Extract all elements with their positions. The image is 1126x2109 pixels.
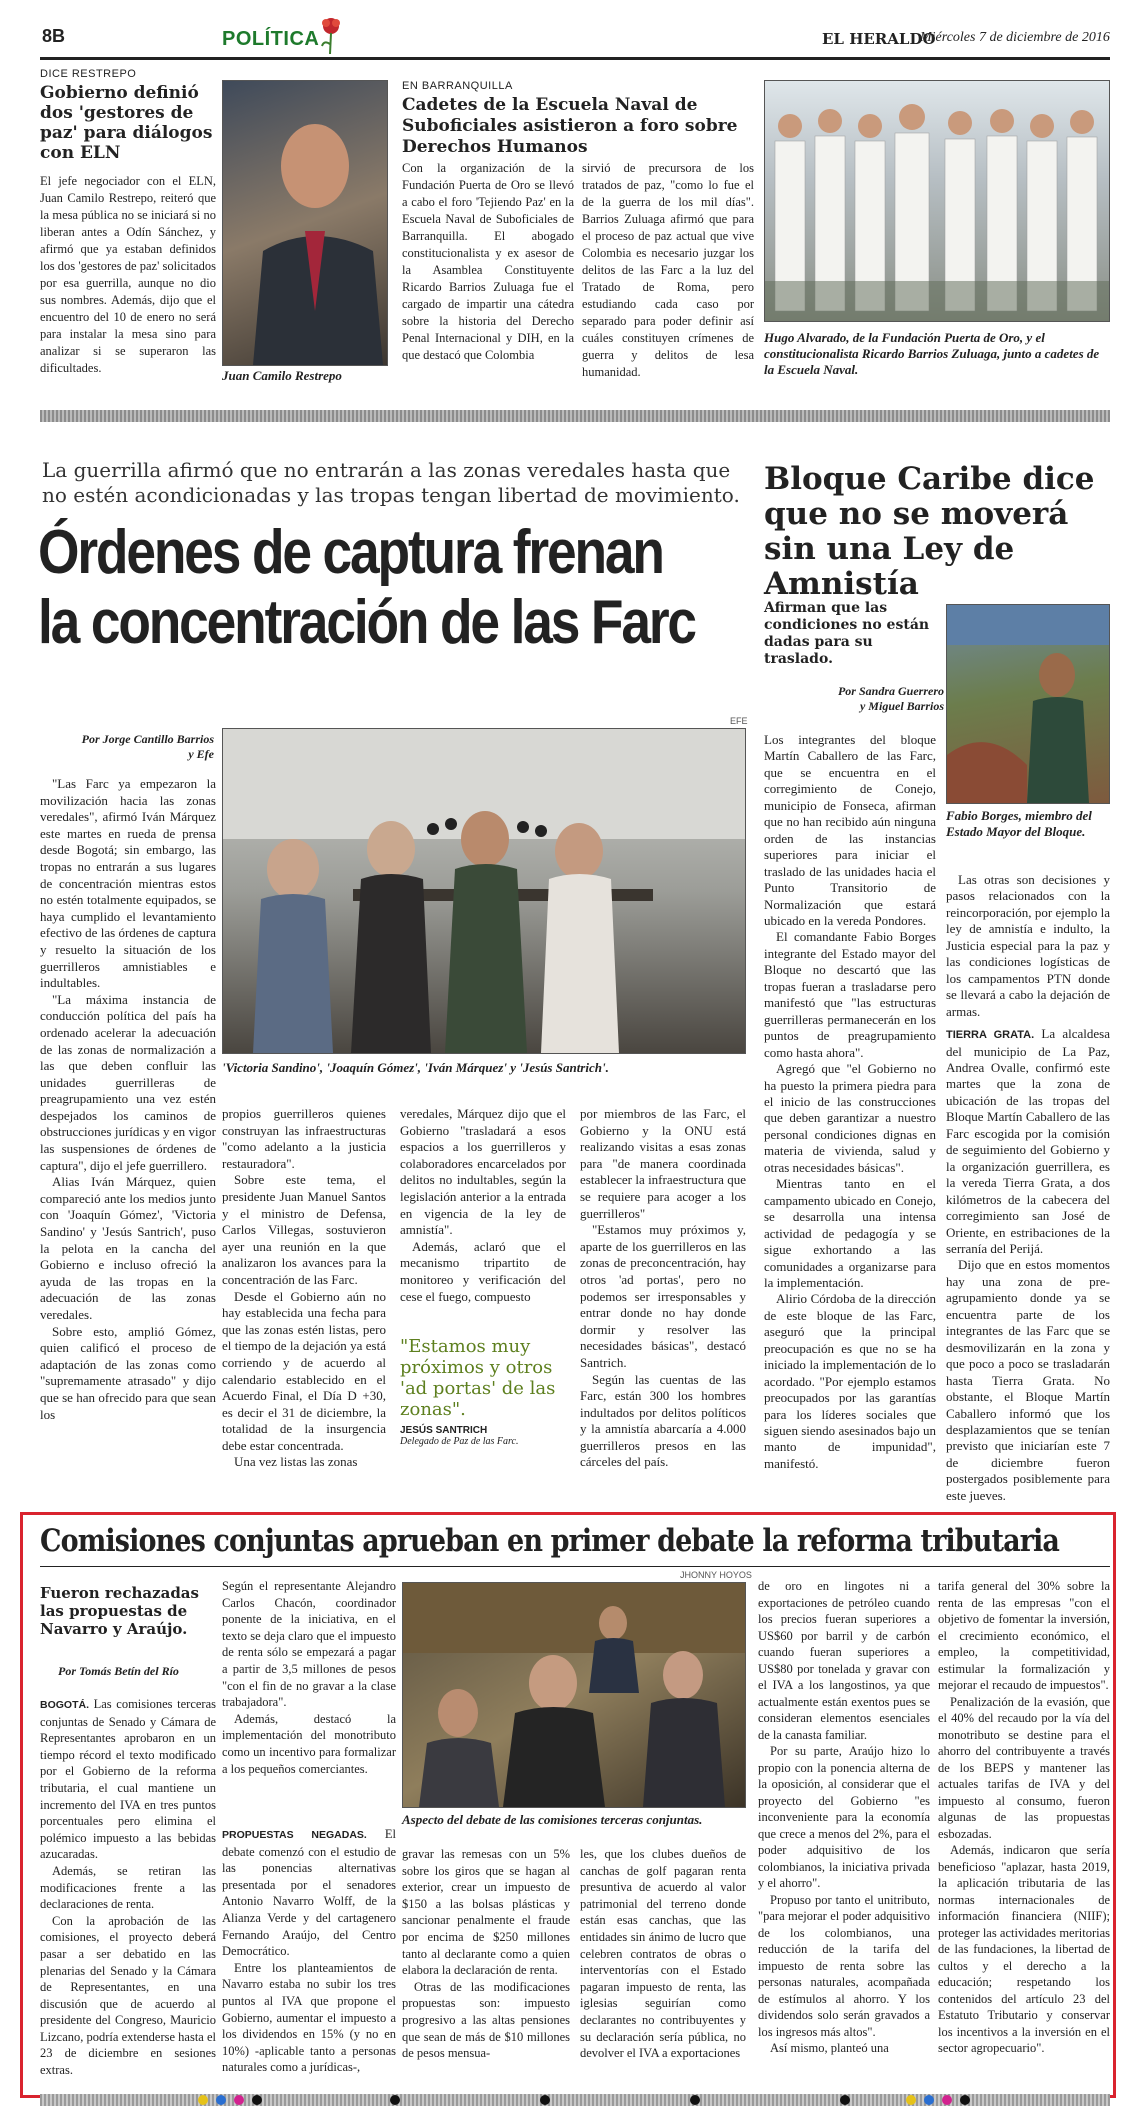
- page-header: [0, 0, 1126, 62]
- registration-dot-icon: [690, 2095, 700, 2105]
- tributaria-column-6: tarifa general del 30% sobre la renta de las empresas "con el objetivo de fomentar la inversión, el crecimiento económico, el empleo, la competitividad, estimular la formalización y mejorar el recaudo de impuestos". Penalización de la evasión, que el 40% del recaudo por la vía del monotributo se destine para el ahorro del contribuyente a través de los BEPS y mantener las actuales tarifas de IVA y del impuesto al consumo, fueron algunas de las propuestas esbozadas. Además, indicaron que sería beneficioso "aplazar, hasta 2019, la aplicación tributaria de las normas internacionales de información financiera (NIIF); proteger las actividades meritorias de las fundaciones, la libertad de cultos y el derecho a la educación; respetando los contenidos del artículo 23 del Estatuto Tributario y conservar los incentivos a la inversión en el sector agropecuario".: [938, 1579, 1110, 2055]
- registration-dot-icon: [924, 2095, 934, 2105]
- quote-text: "Estamos muy próximos y otros 'ad portas' de las zonas".: [400, 1336, 556, 1420]
- registration-dot-icon: [252, 2095, 262, 2105]
- headline-line-2: la concentración de las Farc: [38, 588, 695, 657]
- caribe-column-1: Los integrantes del bloque Martín Caballero de las Farc, que se encuentra en el corregimiento de Conejo, municipio de Fonseca, afirman que no han recibido aún ninguna orden de las instancias superiores para iniciar el traslado de las unidades hacia el Punto Transitorio de Normalización que estará ubicado en la vereda Pondores. El comandante Fabio Borges integrante del Estado mayor del Bloque no descartó que las tropas fueran a trasladarse pero manifestó que "las estructuras guerrilleras permanecerán en los puntos de preagrupamiento como hasta ahora". Agregó que "el Gobierno no ha puesto la primera piedra para el inicio de las construcciones que deben garantizar a nuestro personal condiciones dignas en materia de vivienda, salud y otras necesidades básicas". Mientras tanto en el campamento ubicado en Conejo, se desarrolla una intensa actividad de pedagogía y se sigue exhortando a las comunidades a organizarse para la implementación. Alirio Córdoba de la dirección de este bloque de las Farc, aseguró que la principal preocupación es que no se ha iniciado la implementación de lo acordado. "Por ejemplo estamos preocupados por las garantías para los líderes sociales que siguen siendo asesinados bajo un manto de impunidad", manifestó.: [764, 732, 936, 1471]
- photo-credit: JHONNY HOYOS: [680, 1570, 752, 1580]
- tributaria-column-5: de oro en lingotes ni a exportaciones de petróleo cuando los precios fueran superiores a US$60 por barril y de carbón cuando fueran superiores a US$80 por tonelada y gravar con el IVA a los langostinos, ya que actualmente están exentos pues se consideran elementos esenciales de la canasta familiar. Por su parte, Araújo hizo lo propio con la ponencia alterna de la oposición, al considerar que el proyecto del Gobierno "es inconveniente para la economía que crece a menos del 2%, para el poder adquisitivo de los colombianos, la iniciativa privada y el ahorro". Propuso por tanto el unitributo, "para mejorar el poder adquisitivo de los colombianos, una reducción de la tarifa del impuesto de renta sobre las personas naturales, acompañada de estímulos al ahorro. Y los dividendos solo serán gravados a los ingresos más altos". Así mismo, planteó una: [758, 1579, 930, 2055]
- registration-dot-icon: [840, 2095, 850, 2105]
- photo-credit: EFE: [730, 716, 748, 726]
- tributaria-column-2-top: Según el representante Alejandro Carlos Chacón, coordinador ponente de la iniciativa, en el texto se deja claro que el impuesto de renta sólo se empezará a pagar a partir de 3,5 millones de pesos "con el fin de no gravar a la clase trabajadora". Además, destacó la implementación del monotributo como un incentivo para formalizar a los pequeños comerciantes.: [222, 1579, 396, 1776]
- quote-role: Delegado de Paz de las Farc.: [400, 1436, 519, 1447]
- byline: Por Tomás Betín del Río: [58, 1664, 179, 1678]
- print-registration-strip: [40, 2094, 1110, 2106]
- photo-caption: Hugo Alvarado, de la Fundación Puerta de Oro, y el constitucionalista Ricardo Barrios Zuluaga, junto a cadetes de la Escuela Naval.: [764, 330, 1100, 377]
- subhead: TIERRA GRATA.: [946, 1029, 1035, 1042]
- caribe-column-2: Las otras son decisiones y pasos relacionados con la reincorporación, por ejemplo la ley de amnistía e indulto, la Justicia especial para la paz y las condiciones logísticas de los campamentos PTN donde se llevará a cabo la dejación de armas. TIERRA GRATA. La alcaldesa del municipio de La Paz, Andrea Ovalle, confirmó este martes que la zona de ubicación de las tropas del Bloque Martín Caballero de las Farc escogida por la comisión de seguimiento del Gobierno y la organización guerrillera, es la vereda Tierra Grata, a dos kilómetros de la cabecera del corregimiento san José de Oriente, en estribaciones de la serranía del Perijá. Dijo que en estos momentos hay una zona de pre-agrupamiento donde ya se encuentra parte de los integrantes de las Farc que se desmovilizarán en la zona y que poco a poco se trasladarán hasta Tierra Grata. No obstante, el Bloque Martín Caballero informó que los desplazamientos que se tenían previsto que iniciarían este 7 de diciembre fueron postergados posiblemente para este jueves.: [946, 872, 1111, 1503]
- registration-dot-icon: [906, 2095, 916, 2105]
- headline: Cadetes de la Escuela Naval de Suboficiales asistieron a foro sobre Derechos Humanos: [402, 95, 738, 157]
- tributaria-column-2-bottom: PROPUESTAS NEGADAS. El debate comenzó con el estudio de las ponencias alternativas presentada por el senadores Antonio Navarro Wolff, de la Alianza Verde y del cartagenero Fernando Araújo, del Centro Democrático. Entre los planteamientos de Navarro estaba no subir los tres puntos al IVA que propone el Gobierno, aumentar el impuesto a los dividendos en 15% (y no en 10%) -aplicable tanto a personas naturales como a jurídicas-,: [222, 1827, 396, 2075]
- photo-fabio-borges: [946, 604, 1110, 804]
- byline: Por Jorge Cantillo Barrios y Efe: [81, 732, 214, 761]
- page-number: 8B: [42, 26, 66, 46]
- registration-dot-icon: [960, 2095, 970, 2105]
- tributaria-column-3: gravar las remesas con un 5% sobre los giros que se hagan al exterior, crear un impuesto de $150 a las bolsas plásticas y sancionar penalmente el fraude por encima de $250 millones tanto al declarante como a quien elabora la declaración de renta. Otras de las modificaciones propuestas son: impuesto progresivo a las altas pensiones que sean de más de $10 millones de pesos mensua-: [402, 1847, 570, 2061]
- caribe-headline: Bloque Caribe dice que no se moverá sin una Ley de Amnistía: [764, 461, 1095, 602]
- column-2: sirvió de precursora de los tratados de paz, "como lo fue el de la guerra de los mil días". Barrios Zuluaga afirmó que para el proceso de paz actual que vive Colombia es necesario juzgar los delitos de las Farc a la luz del Tratado de Roma, pero estudiando cada caso por separado para poder definir así cuáles constituyen crímenes de guerra y delitos de lesa humanidad.: [582, 161, 754, 379]
- pull-quote: [400, 1336, 566, 1447]
- tributaria-deck: Fueron rechazadas las propuestas de Navarro y Araújo.: [40, 1584, 199, 1638]
- farc-column-3: veredales, Márquez dijo que el Gobierno "trasladará a esos espacios a los guerrilleros y colaboradores encarcelados por delitos no indultables, según la legislación anterior a la entrada en vigencia de la ley de amnistía". Además, aclaró que el mecanismo tripartito de monitoreo y verificación del cese el fuego, compuesto: [400, 1106, 566, 1304]
- photo-caption: Aspecto del debate de las comisiones terceras conjuntas.: [402, 1812, 703, 1827]
- photo-caption: 'Victoria Sandino', 'Joaquín Gómez', 'Iván Márquez' y 'Jesús Santrich'.: [222, 1060, 609, 1075]
- registration-dot-icon: [390, 2095, 400, 2105]
- section-label: POLÍTICA: [222, 28, 320, 50]
- kicker: EN BARRANQUILLA: [402, 80, 513, 92]
- headline-rule: [40, 1566, 1110, 1567]
- story-cadetes: [402, 80, 754, 158]
- section-divider: [40, 410, 1110, 422]
- photo-caption: Juan Camilo Restrepo: [222, 368, 342, 383]
- deck: La guerrilla afirmó que no entrarán a las zonas veredales hasta que no estén acondicionadas y las tropas tengan libertad de movimiento.: [42, 458, 740, 507]
- headline: Gobierno definió dos 'gestores de paz' para diálogos con ELN: [40, 83, 213, 163]
- story-eln: [40, 68, 216, 386]
- tributaria-column-4: les, que los clubes dueños de canchas de golf pagaran renta presuntiva de acuerdo al valor patrimonial del terreno donde están esas canchas, que las entidades sin ánimo de lucro que celebren contratos de obras o interventorías con el Estado pagaran impuesto de renta, las iglesias seguirían como declarantes no contribuyentes y su declaración sería pública, no devolver el IVA a exportaciones: [580, 1847, 746, 2061]
- issue-date: Miércoles 7 de diciembre de 2016: [920, 30, 1110, 45]
- farc-column-2: propios guerrilleros quienes construyan las infraestructuras "como adelanto a la justicia restauradora". Sobre este tema, el presidente Juan Manuel Santos y el ministro de Defensa, Carlos Villegas, sostuvieron ayer una reunión en la que analizaron los avances para la concentración de las Farc. Desde el Gobierno aún no hay establecida una fecha para que las zonas estén listas, pero el tiempo de la dejación ya está corriendo y de acuerdo al calendario establecido en el Acuerdo Final, el Día D +30, es decir el 31 de diciembre, la totalidad de la insurgencia debe estar concentrada. Una vez listas las zonas: [222, 1106, 386, 1470]
- quote-author: JESÚS SANTRICH: [400, 1425, 488, 1436]
- farc-column-1: "Las Farc ya empezaron la movilización hacia las zonas veredales", afirmó Iván Márquez este martes en rueda de prensa desde Bogotá; sin embargo, las tropas no entrarán a sus lugares de concentración mientras estos no estén totalmente equipados, se haya cumplido el levantamiento efectivo de las órdenes de captura y resuelto la situación de los guerrilleros amnistiables e indultables. "La máxima instancia de conducción política del país ha ordenado acelerar la adecuación de las zonas de normalización a las que deben confluir las unidades guerrilleras de preagrupamiento una vez estén despejados los caminos de obstrucciones jurídicas y en vigor las suspensiones de órdenes de captura", dijo el jefe guerrillero. Alias Iván Márquez, quien compareció ante los medios junto con 'Joaquín Gómez', 'Victoria Sandino' y 'Jesús Santrich', puso la pelota en la cancha del Gobierno e incluso ofreció la ayuda de las tropas en la adecuación de las zonas veredales. Sobre esto, amplió Gómez, quien calificó el proceso de adaptación de las zonas como "supremamente atrasado" y dijo que se han ofrecido para que sean los: [40, 776, 216, 1422]
- farc-column-4: por miembros de las Farc, el Gobierno y la ONU está realizando visitas a esas zonas para "de manera coordinada establecer la infraestructura que se requiere para acoger a los guerrilleros" "Estamos muy próximos y, aparte de los guerrilleros en las zonas de preconcentración, hay otros 'ad portas', pero no podemos ser irresponsables y entrar donde no hay donde dormir y resolver las necesidades básicas", destacó Santrich. Según las cuentas de las Farc, están 300 los hombres indultados por delitos políticos y la amnistía abarcaría a 4.000 guerrilleros presos en las cárceles del país.: [580, 1106, 746, 1470]
- caribe-deck: Afirman que las condiciones no están dadas para su traslado.: [764, 600, 930, 667]
- body-text: El jefe negociador con el ELN, Juan Camilo Restrepo, reiteró que la mesa pública no se iniciará si no liberan antes a Odín Sánchez, y afirmó que ya estaban definidos los dos 'gestores de paz' solicitados por esa guerrilla, aunque no dio sus nombres. Además, dijo que el encuentro del 10 de enero no será para instalar la mesa sino para analizar si se superaron las dificultades.: [40, 174, 216, 375]
- photo-caption: Fabio Borges, miembro del Estado Mayor del Bloque.: [946, 808, 1092, 839]
- tributaria-column-1: BOGOTÁ. Las comisiones terceras conjuntas de Senado y Cámara de Representantes aprobaron en un tiempo récord el texto modificado por el Gobierno de la reforma tributaria, el cual mantiene un incremento del IVA en tres puntos porcentuales pero elimina el polémico impuesto a las bebidas azucaradas. Además, se retiran las modificaciones frente a las declaraciones de renta. Con la aprobación de las comisiones, el proyecto deberá pasar a ser debatido en las plenarias del Senado y la Cámara de Representantes, en una discusión que de acuerdo al presidente del Congreso, Mauricio Lizcano, podría extenderse hasta el 23 de diciembre en sesiones extras.: [40, 1697, 217, 2078]
- main-headline: [38, 518, 758, 658]
- registration-dot-icon: [942, 2095, 952, 2105]
- photo-cadetes: [764, 80, 1110, 322]
- tributaria-headline: Comisiones conjuntas aprueban en primer debate la reforma tributaria: [40, 1523, 1060, 1559]
- flower-logo-icon: [318, 16, 344, 56]
- registration-dot-icon: [216, 2095, 226, 2105]
- newspaper-name: EL HERALDO: [822, 30, 936, 48]
- kicker: DICE RESTREPO: [40, 68, 137, 80]
- photo-comisiones: [402, 1582, 746, 1808]
- registration-dot-icon: [234, 2095, 244, 2105]
- byline: Por Sandra Guerrero y Miguel Barrios: [837, 684, 944, 713]
- headline-line-1: Órdenes de captura frenan: [38, 518, 663, 587]
- registration-dot-icon: [198, 2095, 208, 2105]
- registration-dot-icon: [540, 2095, 550, 2105]
- photo-restrepo: [222, 80, 388, 366]
- column-1: Con la organización de la Fundación Puerta de Oro se llevó a cabo el foro 'Tejiendo Paz' en la Escuela Naval de Suboficiales de Barranquilla. El abogado constitucionalista y ex asesor de la Asamblea Constituyente Ricardo Barrios Zuluaga fue el cargado de impartir una cátedra sobre la historia del Derecho Penal Internacional y DIH, en la que destacó que Colombia: [402, 161, 574, 362]
- photo-farc-press: [222, 728, 746, 1054]
- header-rule: [40, 57, 1110, 60]
